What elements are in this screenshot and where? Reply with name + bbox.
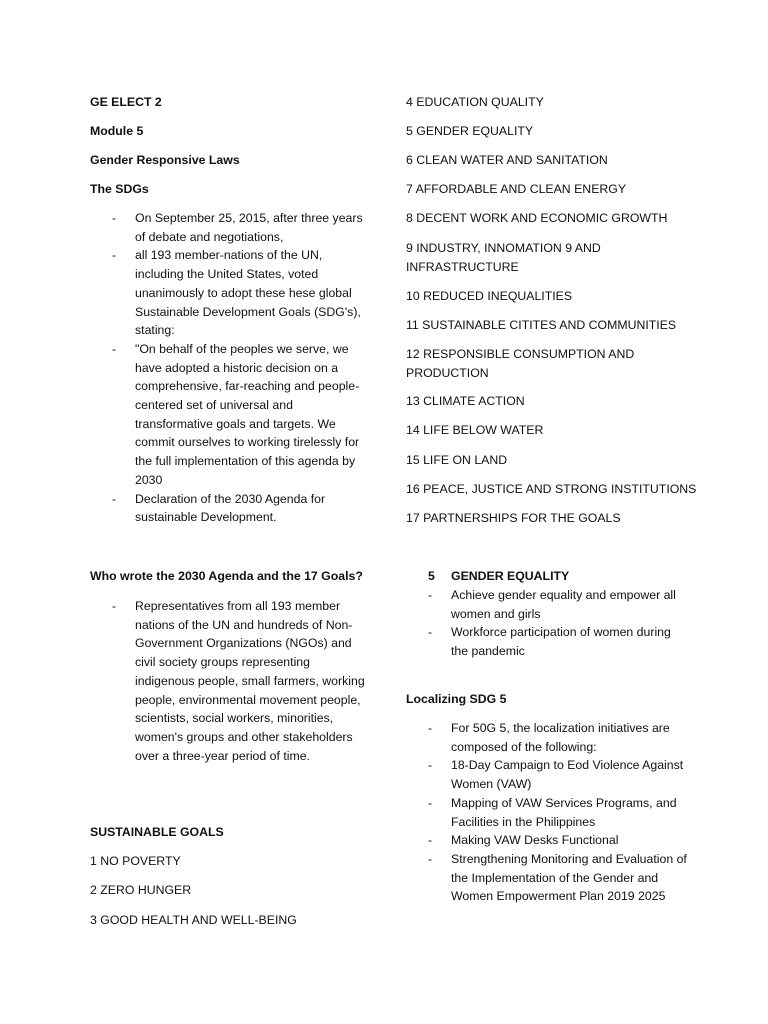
who-wrote-list [90, 597, 372, 765]
goal-item: 4 EDUCATION QUALITY [406, 95, 544, 109]
localizing-heading: Localizing SDG 5 [406, 692, 507, 706]
sdg5-bullet-list [406, 586, 688, 661]
list-item: - all 193 member-nations of the UN, including the United States, voted unanimously to adopt these hese global Sustainable Development Goals (SDG's), stating: [90, 246, 372, 340]
who-wrote-heading: Who wrote the 2030 Agenda and the 17 Goals? [90, 569, 363, 583]
goal-item: 13 CLIMATE ACTION [406, 394, 525, 408]
list-item: - Workforce participation of women during the pandemic [406, 623, 688, 660]
sdg5-heading [406, 567, 688, 586]
list-item: - Mapping of VAW Services Programs, and Facilities in the Philippines [406, 794, 688, 831]
sdg5-number: 5 [428, 569, 435, 583]
sdgs-bullet-list [90, 209, 372, 527]
goal-item: 3 GOOD HEALTH AND WELL-BEING [90, 913, 297, 927]
list-item: - Achieve gender equality and empower all women and girls [406, 586, 688, 623]
sdg5-title: GENDER EQUALITY [451, 569, 570, 583]
goal-item: 17 PARTNERSHIPS FOR THE GOALS [406, 511, 621, 525]
goal-item: 8 DECENT WORK AND ECONOMIC GROWTH [406, 211, 668, 225]
goal-item: 2 ZERO HUNGER [90, 883, 192, 897]
goal-item: 11 SUSTAINABLE CITITES AND COMMUNITIES [406, 318, 677, 332]
list-item: - 18-Day Campaign to Eod Violence Against Women (VAW) [406, 756, 688, 793]
goal-item: 16 PEACE, JUSTICE AND STRONG INSTITUTIONS [406, 482, 697, 496]
list-item: - Declaration of the 2030 Agenda for sustainable Development. [90, 490, 372, 527]
topic-title: Gender Responsive Laws [90, 153, 240, 167]
course-code: GE ELECT 2 [90, 95, 162, 109]
list-item: - Representatives from all 193 member nations of the UN and hundreds of Non-Government Organizations (NGOs) and civil society groups representing indigenous people, small farmers, working people, environmental movement people, scientists, social workers, minorities, women's groups and other stakeholders over a three-year period of time. [90, 597, 372, 765]
sustainable-goals-heading: SUSTAINABLE GOALS [90, 825, 224, 839]
goal-item: 9 INDUSTRY, INNOMATION 9 AND INFRASTRUCTURE [406, 241, 601, 274]
goal-item: 7 AFFORDABLE AND CLEAN ENERGY [406, 182, 627, 196]
sdgs-heading: The SDGs [90, 182, 149, 196]
goal-item: 14 LIFE BELOW WATER [406, 423, 544, 437]
list-item: - On September 25, 2015, after three years of debate and negotiations, [90, 209, 372, 246]
list-item: - Strengthening Monitoring and Evaluation of the Implementation of the Gender and Women Empowerment Plan 2019 2025 [406, 850, 688, 906]
goal-item: 5 GENDER EQUALITY [406, 124, 534, 138]
list-item: - "On behalf of the peoples we serve, we have adopted a historic decision on a comprehensive, far-reaching and people-centered set of universal and transformative goals and targets. We commit ourselves to working tirelessly for the full implementation of this agenda by 2030 [90, 340, 372, 490]
goal-item: 12 RESPONSIBLE CONSUMPTION AND PRODUCTION [406, 347, 635, 380]
module-label: Module 5 [90, 124, 144, 138]
list-item: - Making VAW Desks Functional [406, 831, 688, 850]
goal-item: 6 CLEAN WATER AND SANITATION [406, 153, 608, 167]
goal-item: 15 LIFE ON LAND [406, 453, 508, 467]
localizing-bullet-list [406, 719, 688, 906]
goal-item: 1 NO POVERTY [90, 854, 181, 868]
goal-item: 10 REDUCED INEQUALITIES [406, 289, 573, 303]
list-item: - For 50G 5, the localization initiatives are composed of the following: [406, 719, 688, 756]
